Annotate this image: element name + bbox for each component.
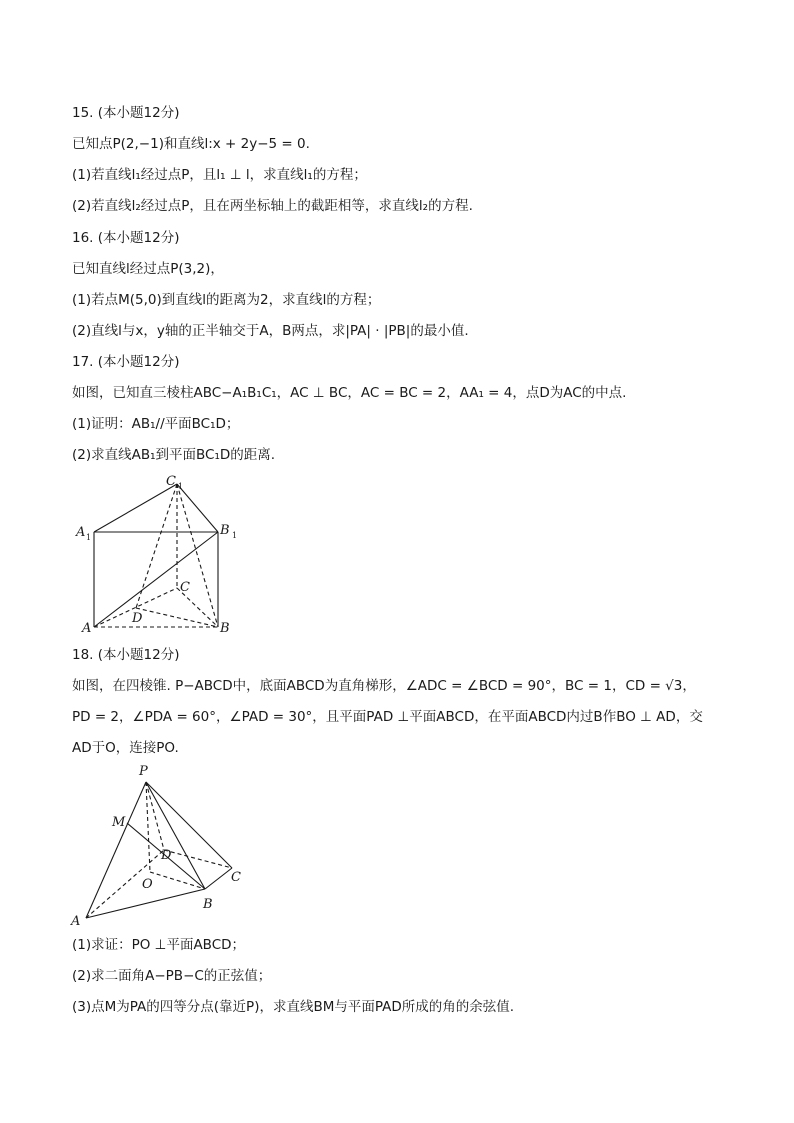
edge-db <box>136 608 218 627</box>
prism-figure <box>70 470 250 640</box>
label-a: A <box>82 621 92 636</box>
edge-dc <box>164 850 232 868</box>
label-c: C <box>180 580 190 595</box>
edge-ab <box>86 889 205 918</box>
q17-part1: (1)证明：AB₁//平面BC₁D； <box>72 416 240 432</box>
edge-c1d <box>136 484 177 608</box>
label-b1: B <box>220 523 230 538</box>
q15-header: 15. (本小题12分) <box>72 105 180 121</box>
q18-part1: (1)求证：PO ⊥平面ABCD； <box>72 937 246 953</box>
label-c1: C <box>166 474 176 489</box>
edge-pc <box>146 782 232 868</box>
q18-given1: 如图，在四棱锥. P−ABCD中，底面ABCD为直角梯形，∠ADC = ∠BCD = 90°，BC = 1，CD = √3， <box>72 678 696 694</box>
edge-c1b <box>177 484 218 627</box>
q15-part2: (2)若直线l₂经过点P，且在两坐标轴上的截距相等，求直线l₂的方程. <box>72 198 473 214</box>
q17-part2: (2)求直线AB₁到平面BC₁D的距离. <box>72 447 276 463</box>
label-o: O <box>142 877 153 892</box>
q16-header: 16. (本小题12分) <box>72 230 180 246</box>
q16-given: 已知直线l经过点P(3,2)， <box>72 261 224 277</box>
label-b: B <box>203 897 213 912</box>
label-b1-sub: 1 <box>232 531 238 540</box>
label-p: P <box>139 764 148 779</box>
edge-po <box>146 782 150 872</box>
label-a1: A <box>76 525 86 540</box>
q18-given2: PD = 2，∠PDA = 60°，∠PAD = 30°，且平面PAD ⊥平面ABCD，在平面ABCD内过B作BO ⊥ AD，交 <box>72 709 703 725</box>
label-a1-sub: 1 <box>86 533 92 542</box>
pyramid-figure <box>66 760 256 930</box>
label-d: D <box>161 848 172 863</box>
label-m: M <box>112 815 126 830</box>
edge-pa <box>86 782 146 918</box>
label-d: D <box>132 611 143 626</box>
q16-part2: (2)直线l与x，y轴的正半轴交于A，B两点，求|PA| · |PB|的最小值. <box>72 323 469 339</box>
q15-given: 已知点P(2,−1)和直线l:x + 2y−5 = 0. <box>72 136 310 152</box>
q17-header: 17. (本小题12分) <box>72 354 180 370</box>
label-c1-sub: 1 <box>178 482 184 491</box>
q15-part1: (1)若直线l₁经过点P，且l₁ ⊥ l，求直线l₁的方程； <box>72 167 367 183</box>
edge-bc <box>205 868 232 889</box>
q18-given3: AD于O，连接PO. <box>72 740 179 756</box>
q18-header: 18. (本小题12分) <box>72 647 180 663</box>
label-c: C <box>231 870 241 885</box>
edge-a1c1 <box>94 484 177 532</box>
edge-pb <box>146 782 205 889</box>
label-a: A <box>71 914 81 929</box>
q18-part3: (3)点M为PA的四等分点(靠近P)，求直线BM与平面PAD所成的角的余弦值. <box>72 999 515 1015</box>
label-b: B <box>220 621 230 636</box>
q16-part1: (1)若点M(5,0)到直线l的距离为2，求直线l的方程； <box>72 292 381 308</box>
edge-c1b1 <box>177 484 218 532</box>
q18-part2: (2)求二面角A−PB−C的正弦值； <box>72 968 272 984</box>
q17-given: 如图，已知直三棱柱ABC−A₁B₁C₁，AC ⊥ BC，AC = BC = 2，AA₁ = 4，点D为AC的中点. <box>72 385 627 401</box>
